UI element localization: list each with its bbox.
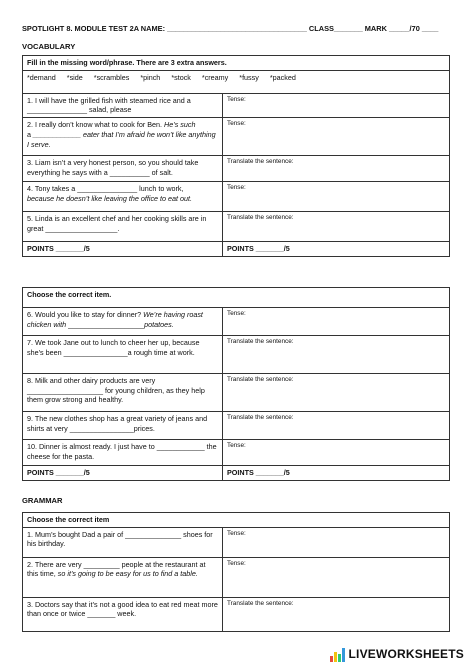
answer-cell[interactable]: Translate the sentence:	[223, 412, 450, 440]
worksheet-header: SPOTLIGHT 8. MODULE TEST 2A NAME: __________________________________ CLASS_______ MARK _____/70 ____	[22, 24, 439, 33]
answer-cell[interactable]: Tense:	[223, 118, 450, 156]
word-item: *fussy	[239, 72, 259, 82]
word-item: *stock	[171, 72, 191, 82]
instruction: Choose the correct item	[23, 513, 450, 528]
answer-cell[interactable]: Translate the sentence:	[223, 374, 450, 412]
question-cell: 5. Linda is an excellent chef and her cooking skills are in great __________________.	[23, 212, 223, 242]
word-item: *creamy	[201, 72, 229, 82]
word-item: *demand	[27, 72, 56, 82]
answer-cell[interactable]: Tense:	[223, 182, 450, 212]
question-cell: 1. Mum’s bought Dad a pair of ______________ shoes for his birthday.	[23, 527, 223, 557]
answer-cell[interactable]: Tense:	[223, 308, 450, 336]
question-cell: 3. Liam isn’t a very honest person, so you should take everything he says with a __________ of salt.	[23, 156, 223, 182]
answer-cell[interactable]: Tense:	[223, 93, 450, 117]
answer-cell[interactable]: Translate the sentence:	[223, 156, 450, 182]
question-cell: 2. There are very _________ people at the restaurant at this time, so it’s going to be easy for us to find a table.	[23, 557, 223, 597]
instruction: Fill in the missing word/phrase. There are 3 extra answers.	[23, 56, 450, 71]
points-cell: POINTS _______/5	[223, 466, 450, 481]
grammar-table	[22, 512, 450, 632]
vocabulary-title: VOCABULARY	[22, 42, 76, 51]
word-item: *packed	[269, 72, 296, 82]
grammar-title: GRAMMAR	[22, 496, 63, 505]
vocabulary-table-2	[22, 287, 450, 481]
question-cell: 9. The new clothes shop has a great variety of jeans and shirts at very ________________prices.	[23, 412, 223, 440]
question-cell: 6. Would you like to stay for dinner? We’re having roast chicken with ___________________potatoes.	[23, 308, 223, 336]
answer-cell[interactable]: Translate the sentence:	[223, 212, 450, 242]
liveworksheets-logo	[330, 647, 464, 663]
instruction: Choose the correct item.	[23, 288, 450, 308]
word-item: *side	[66, 72, 83, 82]
answer-cell[interactable]: Translate the sentence:	[223, 597, 450, 631]
question-cell: 8. Milk and other dairy products are very ___________________ for young children, as they help them grow strong and healthy.	[23, 374, 223, 412]
points-cell: POINTS _______/5	[223, 242, 450, 257]
question-cell: 3. Doctors say that it’s not a good idea to eat red meat more than once or twice _______ week.	[23, 597, 223, 631]
question-cell: 10. Dinner is almost ready. I just have to ____________ the cheese for the pasta.	[23, 440, 223, 466]
word-bank	[23, 70, 450, 93]
question-cell: 1. I will have the grilled fish with steamed rice and a _______________ salad, please	[23, 93, 223, 117]
answer-cell[interactable]: Tense:	[223, 557, 450, 597]
answer-cell[interactable]: Tense:	[223, 440, 450, 466]
vocabulary-table-1	[22, 55, 450, 257]
points-cell: POINTS _______/5	[23, 466, 223, 481]
question-cell: 7. We took Jane out to lunch to cheer her up, because she’s been ________________a rough time at work.	[23, 336, 223, 374]
logo-bars-icon	[330, 648, 346, 662]
question-cell: 4. Tony takes a _______________ lunch to work, because he doesn’t like leaving the office to eat out.	[23, 182, 223, 212]
points-cell: POINTS _______/5	[23, 242, 223, 257]
logo-text: LIVEWORKSHEETS	[348, 647, 464, 662]
answer-cell[interactable]: Tense:	[223, 527, 450, 557]
word-item: *pinch	[140, 72, 161, 82]
answer-cell[interactable]: Translate the sentence:	[223, 336, 450, 374]
word-item: *scrambles	[93, 72, 130, 82]
question-cell: 2. I really don’t know what to cook for Ben. He’s such a ____________ eater that I’m afraid he won’t like anything I serve.	[23, 118, 223, 156]
